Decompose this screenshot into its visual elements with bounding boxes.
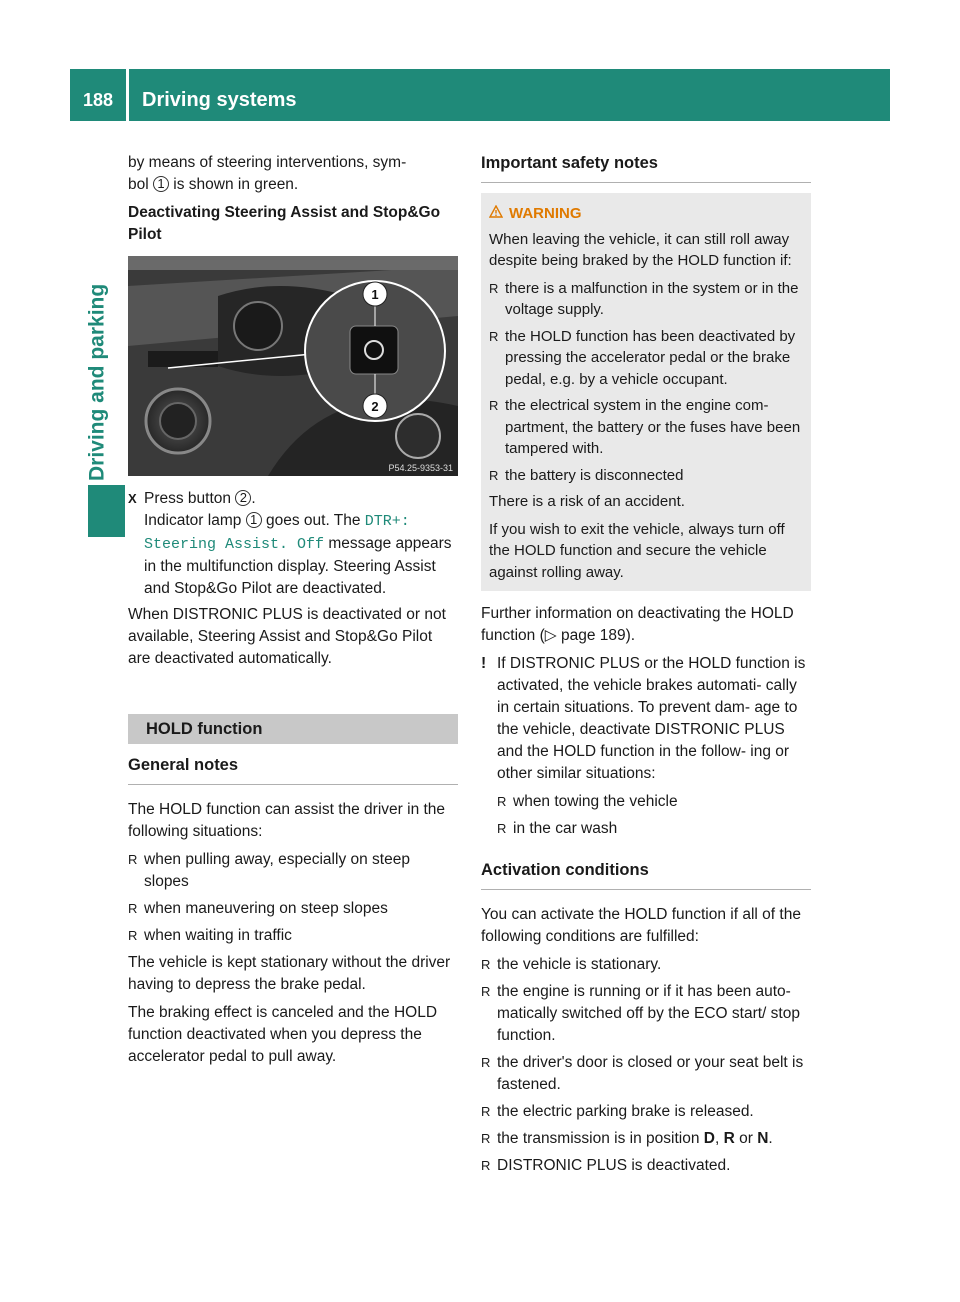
stationary-paragraph: The vehicle is kept stationary without the driver having to depress the brake pedal. bbox=[128, 954, 451, 993]
intro-line-2a: bol bbox=[128, 176, 153, 193]
display-message: DTR+: Steering Assist. Off bbox=[144, 513, 410, 553]
step-text-c: Indicator lamp bbox=[144, 512, 246, 529]
step-text-a: Press button bbox=[144, 490, 236, 507]
photo-reference: P54.25-9353-31 bbox=[388, 463, 453, 473]
press-button-step bbox=[128, 488, 458, 600]
warning-box bbox=[481, 193, 811, 591]
callout-1-label: 1 bbox=[371, 287, 379, 302]
deactivating-heading: Deactivating Steering Assist and Stop&Go Pilot bbox=[128, 204, 441, 243]
general-paragraph: The HOLD function can assist the driver in the following situations: bbox=[128, 801, 446, 840]
chapter-title: Driving systems bbox=[142, 89, 297, 111]
warning-intro: When leaving the vehicle, it can still roll away despite being braked by the HOLD function if: bbox=[489, 230, 792, 269]
sidebar bbox=[70, 121, 125, 1222]
notice-text: If DISTRONIC PLUS or the HOLD function is activated, the vehicle brakes automati- cally in certain situations. To prevent dam- age to the vehicle, deactivate DISTRONIC PLUS and the HOLD function in the follow- ing or other similar situations: bbox=[497, 655, 806, 782]
gear-n: N bbox=[757, 1130, 769, 1147]
right-column bbox=[481, 152, 811, 1182]
notice-paragraph bbox=[481, 653, 811, 785]
general-notes-heading: General notes bbox=[128, 754, 458, 785]
condition-item: R DISTRONIC PLUS is deactivated. bbox=[481, 1155, 811, 1177]
condition-item bbox=[481, 1128, 811, 1150]
condition-item: R the vehicle is stationary. bbox=[481, 954, 811, 976]
situation-item: R when maneuvering on steep slopes bbox=[128, 898, 458, 920]
sidebar-label: Driving and parking bbox=[85, 283, 109, 481]
trans-sep-2: or bbox=[734, 1130, 758, 1147]
warning-item: R the electrical system in the engine com- partment, the battery or the fuses have been tampered with. bbox=[489, 395, 803, 460]
warning-advice: If you wish to exit the vehicle, always turn off the HOLD function and secure the vehicle against rolling away. bbox=[489, 520, 785, 581]
condition-item: R the engine is running or if it has been auto- matically switched off by the ECO start/ stop function. bbox=[481, 981, 811, 1047]
dashboard-photo bbox=[128, 256, 458, 476]
gear-r: R bbox=[723, 1130, 735, 1147]
situation-item: R when pulling away, especially on steep slopes bbox=[128, 849, 458, 893]
condition-item: R the driver's door is closed or your seat belt is fastened. bbox=[481, 1052, 811, 1096]
distronic-paragraph: When DISTRONIC PLUS is deactivated or not available, Steering Assist and Stop&Go Pilot are deactivated automatically. bbox=[128, 606, 446, 667]
trans-end: . bbox=[768, 1130, 773, 1147]
safety-heading: Important safety notes bbox=[481, 152, 811, 183]
activation-intro: You can activate the HOLD function if all of the following conditions are fulfilled: bbox=[481, 906, 801, 945]
step-text-d: goes out. The bbox=[261, 512, 365, 529]
page-header bbox=[70, 69, 890, 121]
intro-text bbox=[128, 152, 458, 196]
condition-item: R the electric parking brake is released. bbox=[481, 1101, 811, 1123]
activation-heading: Activation conditions bbox=[481, 859, 811, 890]
dashboard-illustration bbox=[128, 256, 458, 476]
callout-1-ref-2: 1 bbox=[246, 512, 262, 528]
warning-header bbox=[489, 203, 803, 225]
intro-line-2b: is shown in green. bbox=[169, 176, 299, 193]
callout-2-ref: 2 bbox=[235, 490, 251, 506]
callout-2-label: 2 bbox=[371, 399, 379, 414]
warning-triangle-icon bbox=[489, 203, 503, 225]
situation-item: R when waiting in traffic bbox=[128, 925, 458, 947]
warning-item: R the HOLD function has been deactivated by pressing the accelerator pedal or the brake pedal, e.g. by a vehicle occupant. bbox=[489, 326, 803, 391]
hold-section-bar: HOLD function bbox=[128, 714, 458, 744]
warning-item: R the battery is disconnected bbox=[489, 465, 803, 487]
warning-label: WARNING bbox=[509, 205, 582, 222]
notice-item: R in the car wash bbox=[497, 818, 811, 840]
further-info: Further information on deactivating the HOLD function (▷ page 189). bbox=[481, 605, 794, 644]
header-divider bbox=[126, 69, 129, 121]
notice-item: R when towing the vehicle bbox=[497, 791, 811, 813]
warning-risk: There is a risk of an accident. bbox=[489, 493, 685, 510]
gear-d: D bbox=[703, 1130, 715, 1147]
trans-sep-1: , bbox=[714, 1130, 724, 1147]
braking-paragraph: The braking effect is canceled and the HOLD function deactivated when you depress the accelerator pedal to pull away. bbox=[128, 1004, 438, 1065]
callout-1-ref: 1 bbox=[153, 176, 169, 192]
trans-text: the transmission is in position bbox=[497, 1130, 704, 1147]
left-column bbox=[128, 152, 458, 1074]
warning-item: R there is a malfunction in the system or in the voltage supply. bbox=[489, 278, 803, 321]
step-text-e: message appears in the multifunction display. Steering Assist and Stop&Go Pilot are deactivated. bbox=[144, 535, 452, 597]
step-text-b: . bbox=[251, 490, 256, 507]
intro-line-1: by means of steering interventions, sym- bbox=[128, 154, 407, 171]
notice-icon: ! bbox=[481, 655, 487, 672]
page-number: 188 bbox=[82, 90, 114, 110]
sidebar-marker bbox=[88, 485, 125, 537]
